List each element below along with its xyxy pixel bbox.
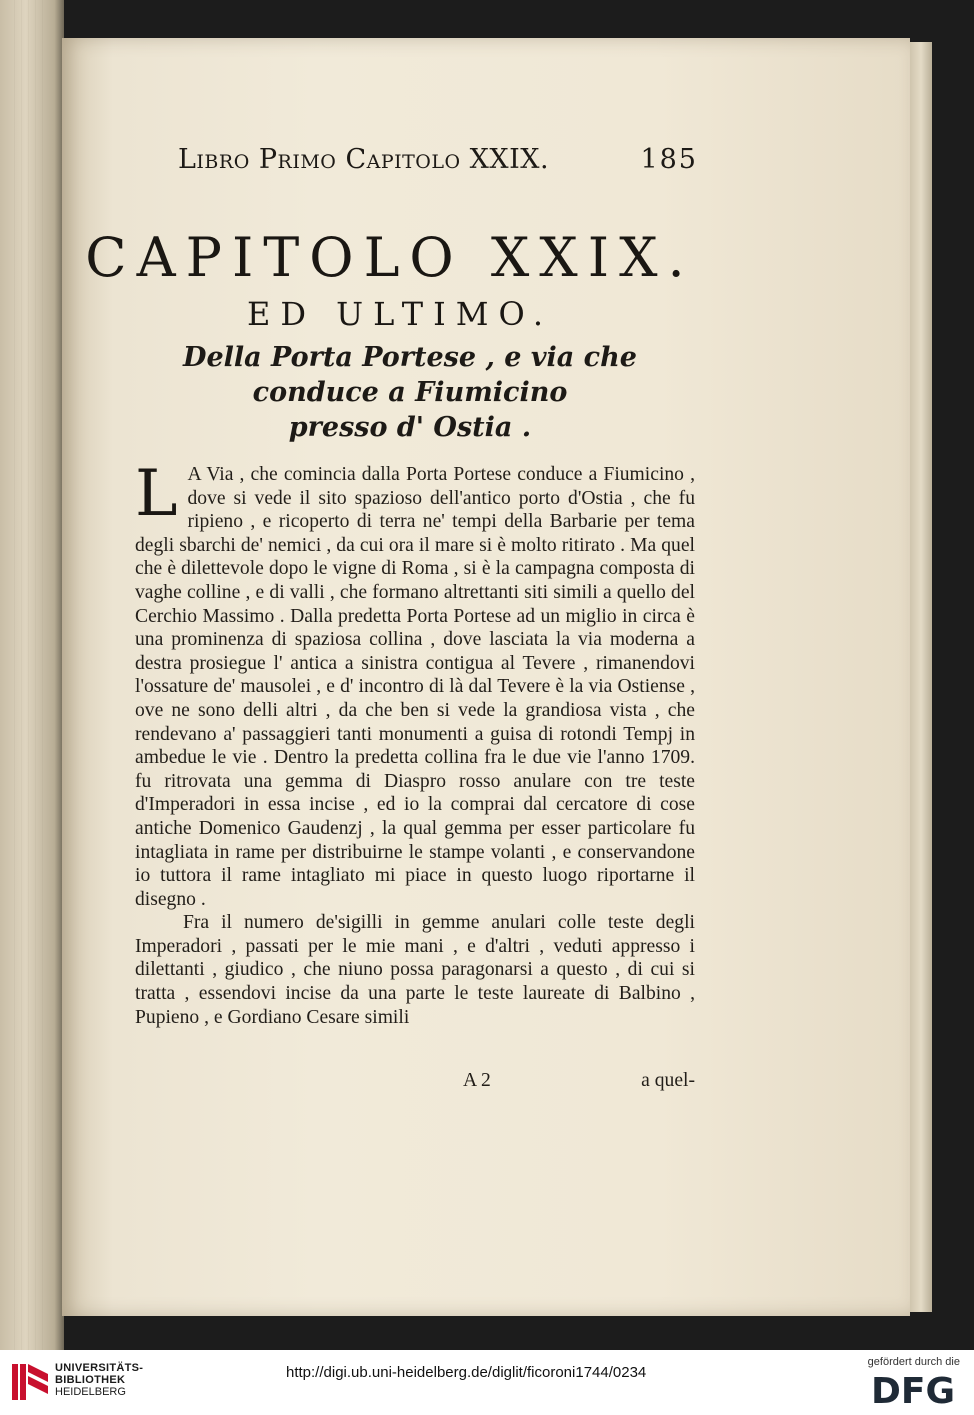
chapter-subtitle: ED ULTIMO. — [246, 295, 554, 333]
caption-line-3: presso d' Ostia . — [288, 412, 532, 443]
university-library-name[interactable] — [55, 1362, 143, 1398]
running-head — [178, 140, 698, 180]
chapter-caption — [120, 340, 700, 445]
drop-cap: L — [135, 457, 178, 531]
caption-line-2: conduce a Fiumicino — [252, 377, 568, 408]
document-url-link[interactable]: http://digi.ub.uni-heidelberg.de/diglit/ficoroni1744/0234 — [286, 1364, 647, 1381]
chapter-title: CAPITOLO XXIX. — [85, 226, 695, 289]
caption-line-1: Della Porta Portese , e via che — [183, 342, 637, 373]
right-page-edge — [910, 42, 932, 1312]
body-text — [135, 457, 695, 1029]
footer-bar — [0, 1350, 974, 1415]
library-name-line-2: BIBLIOTHEK — [55, 1374, 126, 1386]
dfg-logo-icon[interactable] — [866, 1372, 960, 1408]
dfg-logo-text: DFG — [870, 1372, 956, 1408]
running-head-title: Libro Primo Capitolo XXIX. — [178, 144, 550, 175]
left-page-edge — [0, 0, 64, 1350]
university-library-logo-icon[interactable] — [10, 1360, 50, 1404]
signature-line — [135, 1070, 695, 1096]
library-name-line-1: UNIVERSITÄTS- — [55, 1362, 144, 1374]
page-number: 185 — [640, 144, 698, 175]
paragraph-1-text: A Via , che comincia dalla Porta Portese conduce a Fiumicino , dove si vede il sito spazioso dell'antico porto d'Ostia , che fu ripieno , e ricoperto di terra ne' tempi della Barbarie per tema degli sbarchi de' nemici , da cui ora il mare si è molto ritirato . Ma quel che è dilettevole dopo le vigne di Roma , si è la campagna composta di vaghe colline , e di valli , che formano altrettanti siti simili a quello del Cerchio Massimo . Dalla predetta Porta Portese ad un miglio in circa è una prominenza di spaziosa collina , dove lasciata la via moderna a destra prosiegue l' antica a sinistra contigua al Tevere , rimanendovi l'ossature de' mausolei , e d' incontro di là dal Tevere è la via Ostiense , ove ne sono delli altri , da che ben si vede la grandiosa vista , che rendevano a' passaggieri tanti monumenti a guisa di rotondi Tempj in ambedue le vie . Dentro la predetta collina fra le due vie l'anno 1709. fu ritrovata una gemma di Diaspro rosso anulare con tre teste d'Imperadori in essa incise , ed io la comprai dal cercatore di cose antiche Domenico Gaudenzj , la qual gemma per esser particolare fu intagliata in rame per distribuirne le stampe volanti , e conservandone io tuttora il rame intagliato mi piace in questo luogo riportarne il disegno . — [135, 464, 695, 910]
paragraph-2: Fra il numero de'sigilli in gemme anulari colle teste degli Imperadori , passati per le mie mani , e d'altri , veduti appresso i dilettanti , giudico , che niuno possa paragonarsi a questo , di cui si tratta , essendovi incise da una parte le teste laureate di Balbino , Pupieno , e Gordiano Cesare simili — [135, 912, 695, 1028]
paragraph-1 — [135, 457, 695, 911]
library-name-line-3: HEIDELBERG — [55, 1386, 126, 1398]
funded-by-text: gefördert durch die — [867, 1356, 960, 1368]
catchword: a quel- — [641, 1070, 695, 1091]
signature-mark: A 2 — [463, 1070, 491, 1091]
